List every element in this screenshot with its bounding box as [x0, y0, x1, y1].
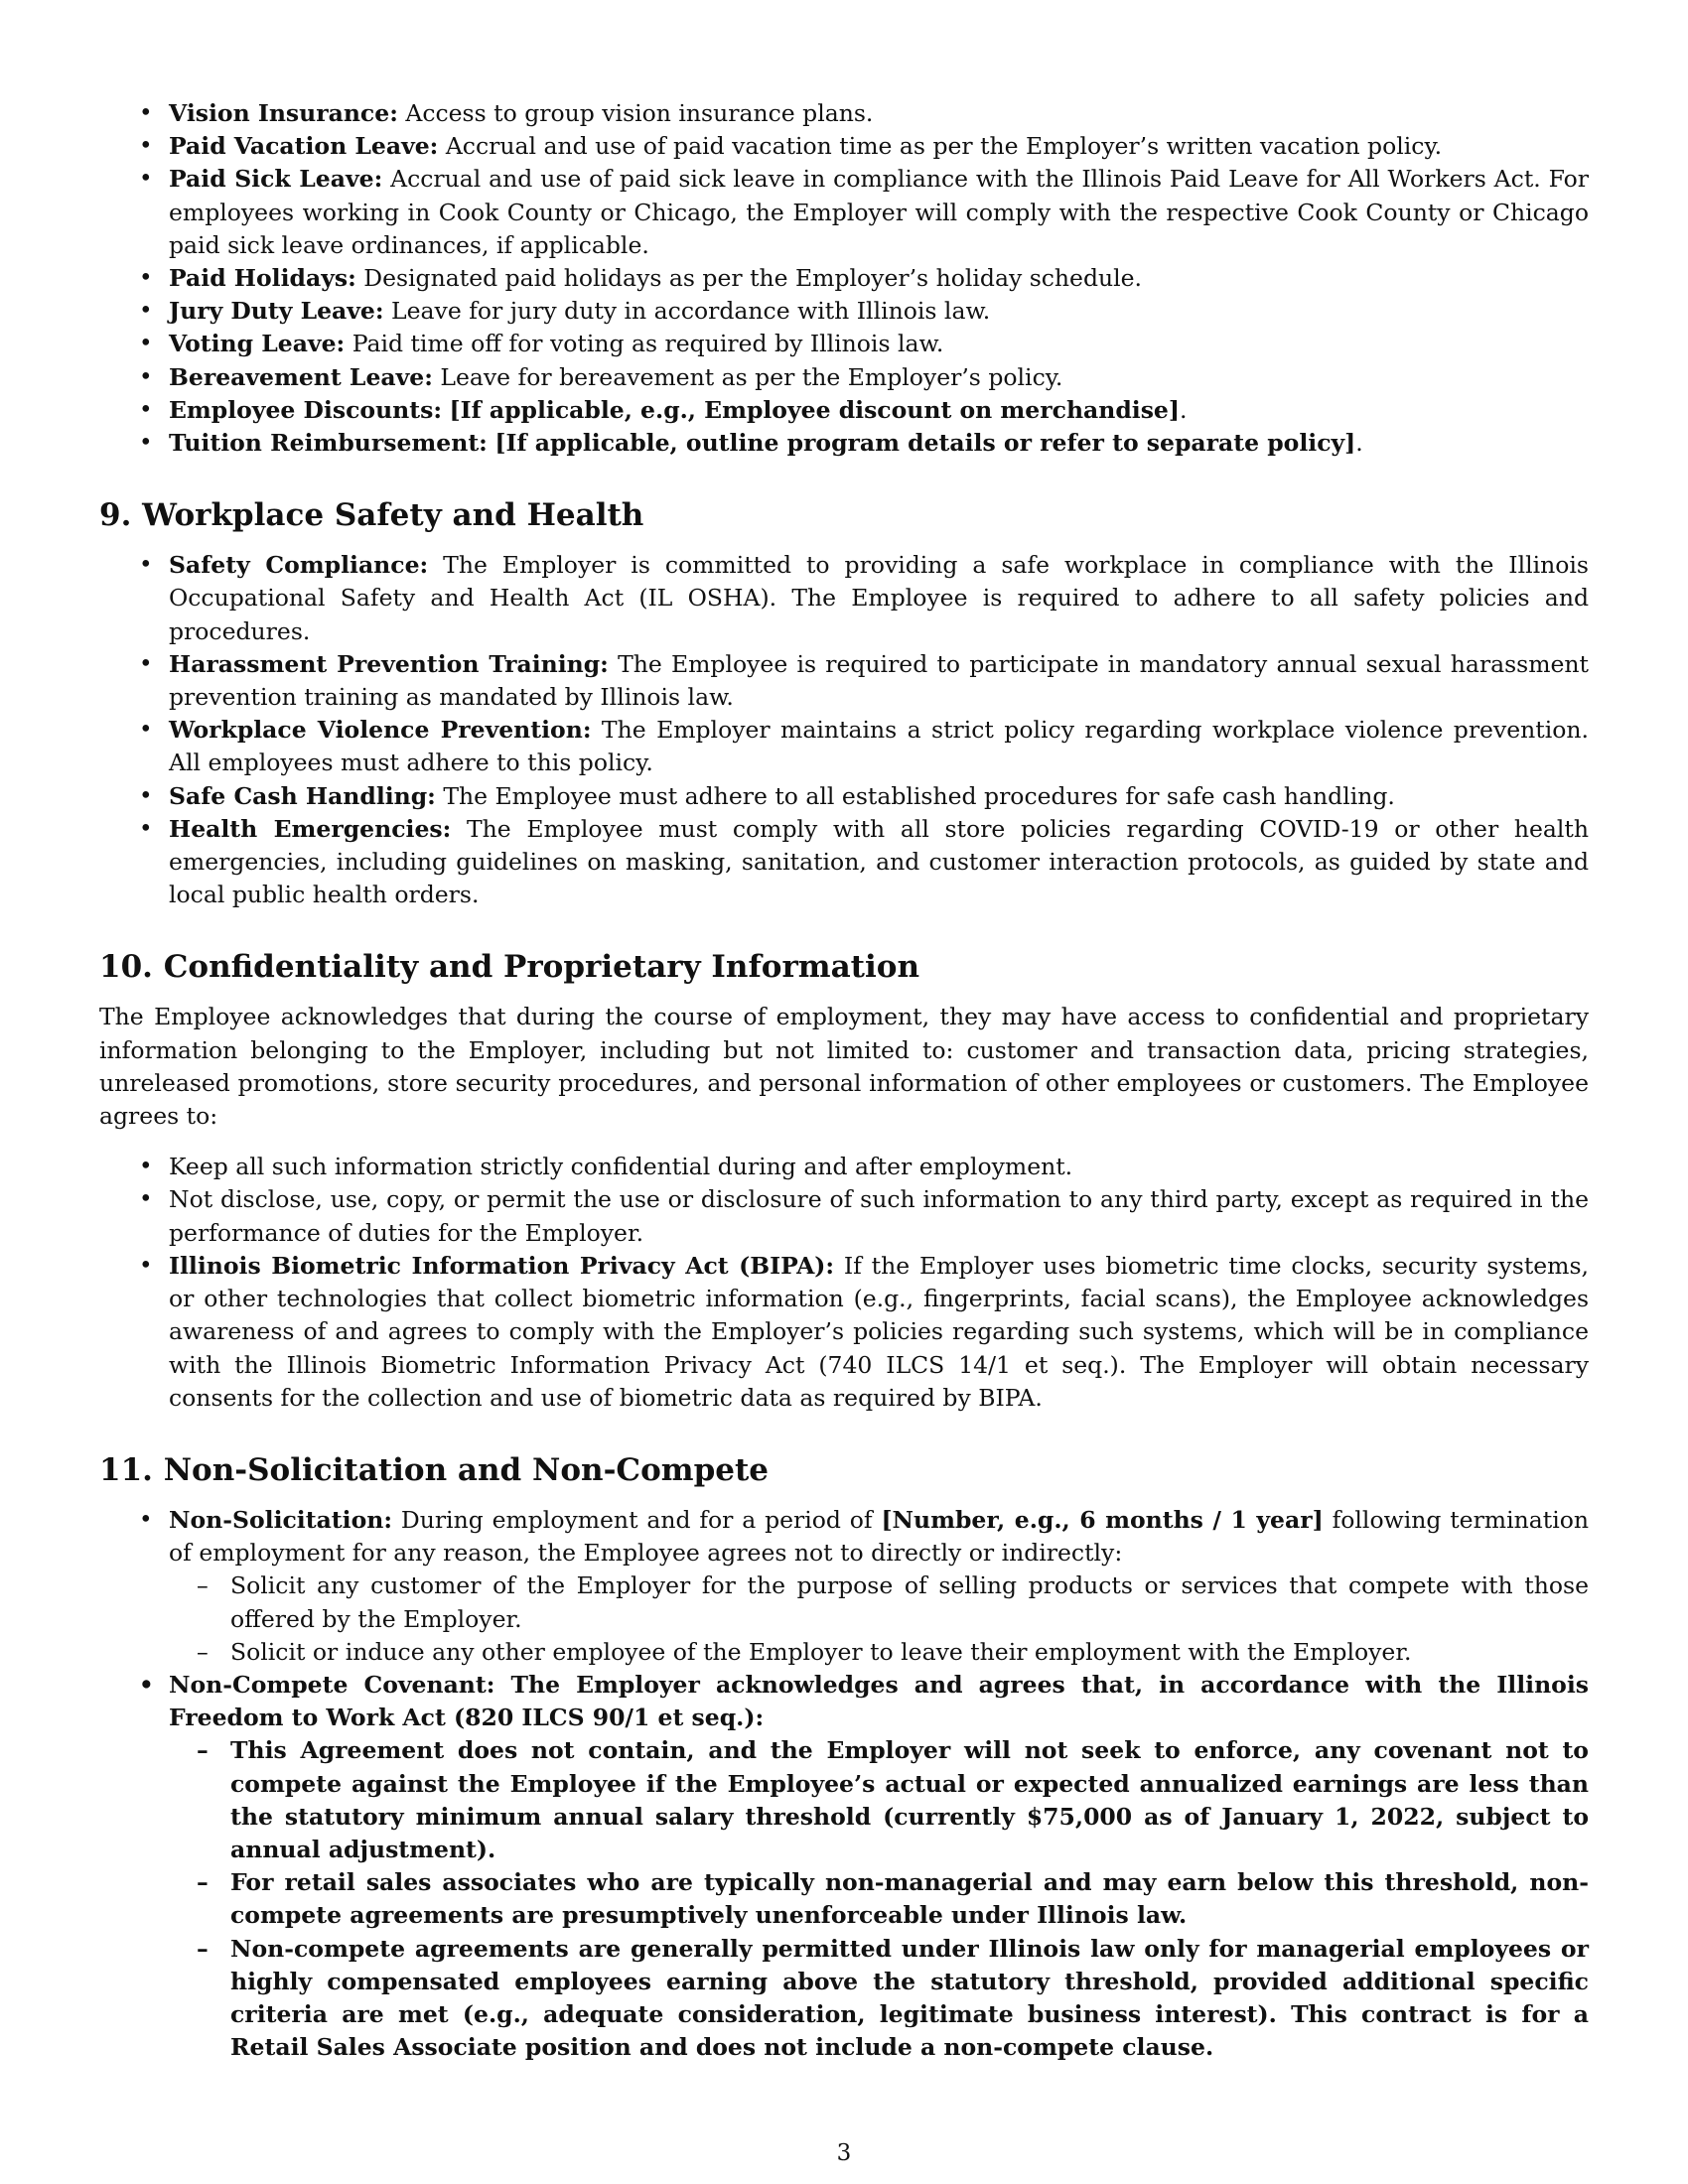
- item-label: Health Emergencies:: [169, 814, 452, 843]
- item-text: If the Employer uses biometric time clocks, security systems, or other technologies that collect biometric information (e.g., fingerprints, facial scans), the Employee acknowledges awareness of and agrees to comply with the Employer’s policies regarding such systems, which will be in compliance with the Illinois Biometric Information Privacy Act (740 ILCS 14/1 et seq.). The Employer will obtain necessary consents for the collection and use of biometric data as required by BIPA.: [169, 1251, 1589, 1412]
- item-text: During employment and for a period of: [392, 1505, 882, 1534]
- sub-list-item: – Solicit any customer of the Employer for the purpose of selling products or services that compete with those offered by the Employer.: [169, 1570, 1589, 1635]
- list-item: • Keep all such information strictly confidential during and after employment.: [99, 1151, 1589, 1183]
- placeholder-text: [If applicable, outline program details or refer to separate policy]: [494, 429, 1356, 458]
- item-text: The Employee must adhere to all established procedures for safe cash handling.: [435, 781, 1395, 810]
- sub-list-item: – For retail sales associates who are typically non-managerial and may earn below this threshold, non-compete agreements are presumptively unenforceable under Illinois law.: [169, 1866, 1589, 1932]
- item-text: The Employee is required to participate in mandatory annual sexual harassment prevention training as mandated by Illinois law.: [169, 649, 1589, 712]
- item-label: Paid Vacation Leave:: [169, 132, 439, 161]
- item-label: Illinois Biometric Information Privacy Act (BIPA):: [169, 1251, 835, 1280]
- list-item: [99, 262, 1589, 295]
- list-item: [99, 813, 1589, 912]
- item-label: Non-Compete Covenant:: [169, 1670, 495, 1699]
- list-item: [99, 328, 1589, 360]
- item-text: Accrual and use of paid sick leave in compliance with the Illinois Paid Leave for All Workers Act. For employees working in Cook County or Chicago, the Employer will comply with the respective Cook County or Chicago paid sick leave ordinances, if applicable.: [169, 165, 1589, 259]
- confidentiality-list: [99, 1151, 1589, 1415]
- page-number: 3: [836, 2140, 852, 2166]
- item-label: Paid Sick Leave:: [169, 165, 383, 194]
- placeholder-text: [If applicable, e.g., Employee discount on merchandise]: [449, 395, 1180, 424]
- sub-list: [169, 1570, 1589, 1669]
- benefits-list: [99, 97, 1589, 460]
- section-heading-11: 11. Non-Solicitation and Non-Compete: [99, 1451, 770, 1488]
- item-label: Voting Leave:: [169, 330, 346, 358]
- item-text: The Employer maintains a strict policy regarding workplace violence prevention. All employees must adhere to this policy.: [169, 716, 1589, 777]
- item-label: Tuition Reimbursement:: [169, 429, 488, 458]
- item-text: Paid time off for voting as required by Illinois law.: [345, 330, 944, 358]
- item-end: .: [1355, 429, 1363, 458]
- item-text: Access to group vision insurance plans.: [397, 99, 874, 127]
- document-body: [99, 97, 1589, 2064]
- list-item: [99, 1250, 1589, 1415]
- item-label: Non-Solicitation:: [169, 1505, 393, 1534]
- list-item: [99, 648, 1589, 714]
- item-label: Bereavement Leave:: [169, 362, 433, 391]
- item-text: The Employer is committed to providing a safe workplace in compliance with the Illinois Occupational Safety and Health Act (IL OSHA). The Employee is required to adhere to all safety policies and procedures.: [169, 551, 1589, 645]
- item-text: The Employee must comply with all store policies regarding COVID-19 or other health emergencies, including guidelines on masking, sanitation, and customer interaction protocols, as guided by state and local public health orders.: [169, 814, 1589, 909]
- list-item: [99, 295, 1589, 328]
- safety-list: [99, 549, 1589, 911]
- item-text: Designated paid holidays as per the Employer’s holiday schedule.: [355, 264, 1143, 293]
- item-label: Vision Insurance:: [169, 99, 398, 127]
- list-item: [99, 714, 1589, 779]
- sub-list-item: – This Agreement does not contain, and the Employer will not seek to enforce, any covenant not to compete against the Employee if the Employee’s actual or expected annualized earnings are less than the statutory minimum annual salary threshold (currently $75,000 as of January 1, 2022, subject to annual adjustment).: [169, 1734, 1589, 1866]
- item-label: Paid Holidays:: [169, 264, 356, 293]
- item-end: .: [1180, 395, 1188, 424]
- sub-list-item: – Non-compete agreements are generally permitted under Illinois law only for managerial employees or highly compensated employees earning above the statutory threshold, provided additional specific criteria are met (e.g., adequate consideration, legitimate business interest). This contract is for a Retail Sales Associate position and does not include a non-compete clause.: [169, 1933, 1589, 2065]
- section-10-intro: The Employee acknowledges that during the course of employment, they may have access to confidential and proprietary information belonging to the Employer, including but not limited to: customer and transaction data, pricing strategies, unreleased promotions, store security procedures, and personal information of other employees or customers. The Employee agrees to:: [99, 1003, 1589, 1131]
- list-item: • Not disclose, use, copy, or permit the use or disclosure of such information to any third party, except as required in the performance of duties for the Employer.: [99, 1183, 1589, 1249]
- sub-list-item: – Solicit or induce any other employee of the Employer to leave their employment with the Employer.: [169, 1636, 1589, 1669]
- item-text: Accrual and use of paid vacation time as per the Employer’s written vacation policy.: [438, 132, 1443, 161]
- list-item: [99, 130, 1589, 163]
- item-text: Leave for bereavement as per the Employer’s policy.: [432, 362, 1063, 391]
- item-text: following termination of employment for any reason, the Employee agrees not to directly or indirectly:: [169, 1505, 1589, 1568]
- item-label: Workplace Violence Prevention:: [169, 716, 592, 745]
- list-item: [99, 394, 1589, 427]
- list-item: [99, 427, 1589, 460]
- section-heading-10: 10. Confidentiality and Proprietary Information: [99, 949, 919, 986]
- item-label: Jury Duty Leave:: [169, 297, 384, 326]
- item-label: Safe Cash Handling:: [169, 781, 436, 810]
- placeholder-text: [Number, e.g., 6 months / 1 year]: [881, 1505, 1324, 1534]
- section-heading-9: 9. Workplace Safety and Health: [99, 497, 644, 534]
- list-item: [99, 1669, 1589, 2064]
- list-item: [99, 549, 1589, 648]
- item-label: Harassment Prevention Training:: [169, 649, 609, 678]
- sub-list: [169, 1734, 1589, 2064]
- item-label: Safety Compliance:: [169, 551, 429, 580]
- list-item: [99, 97, 1589, 130]
- list-item: [99, 780, 1589, 813]
- item-label: Employee Discounts:: [169, 395, 443, 424]
- list-item: [99, 163, 1589, 262]
- item-text: The Employer acknowledges and agrees that, in accordance with the Illinois Freedom to Work Act (820 ILCS 90/1 et seq.):: [169, 1670, 1589, 1732]
- list-item: [99, 1504, 1589, 1669]
- item-text: Leave for jury duty in accordance with Illinois law.: [383, 297, 991, 326]
- non-solicitation-list: [99, 1504, 1589, 2064]
- list-item: [99, 361, 1589, 394]
